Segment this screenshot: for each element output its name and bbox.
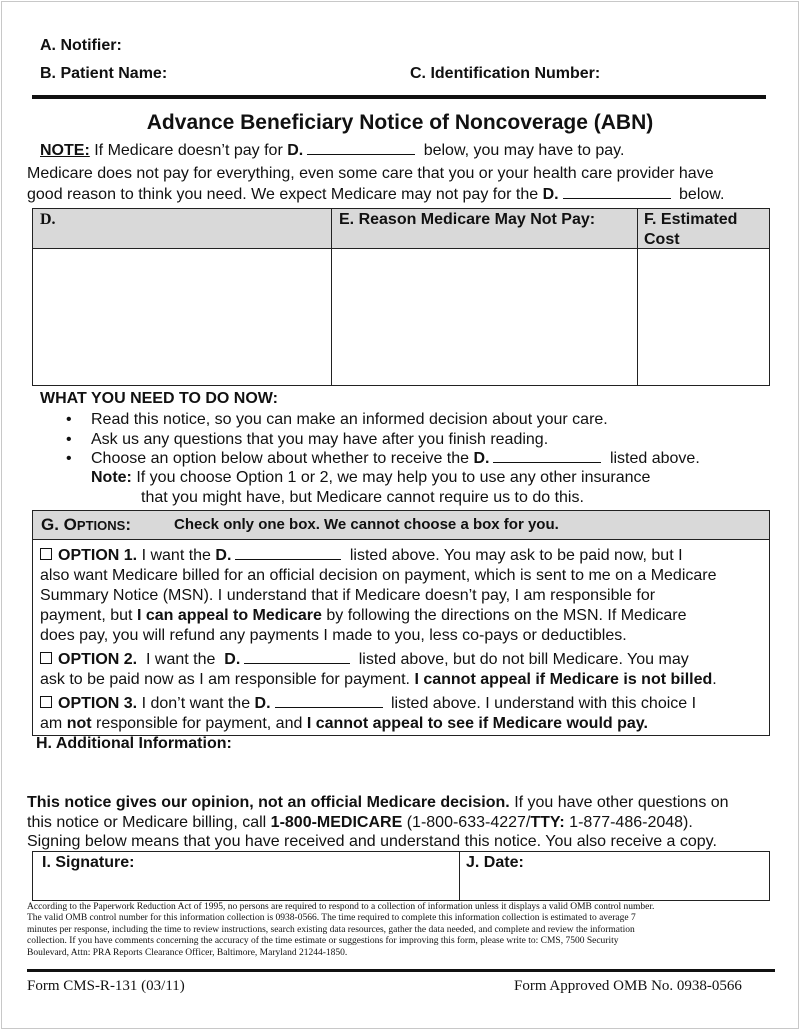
- tty-label: TTY:: [530, 814, 565, 831]
- option-2-d: D.: [224, 651, 241, 668]
- opinion-l2-mid: (1-800-633-4227/: [406, 814, 531, 831]
- cell-reason[interactable]: [333, 249, 636, 384]
- col-header-cost-line1: F. Estimated: [644, 211, 738, 228]
- options-heading-colon: :: [125, 515, 131, 534]
- medicare-phone: 1-800-MEDICARE: [270, 814, 403, 831]
- options-heading-small-caps: PTIONS: [76, 518, 126, 533]
- cell-d-items[interactable]: [34, 249, 330, 384]
- opinion-l2-before: this notice or Medicare billing, call: [27, 814, 267, 831]
- paperwork-notice: [27, 902, 775, 959]
- todo-item-1-text: Read this notice, so you can make an informed decision about your care.: [91, 411, 608, 428]
- option-3-l2-b: responsible for payment, and: [96, 715, 303, 732]
- todo-note-label: Note:: [91, 469, 132, 486]
- intro-line-1: Medicare does not pay for everything, even some care that you or your health care provider have: [27, 165, 714, 182]
- option-1-l4-bold: I can appeal to Medicare: [136, 607, 322, 624]
- intro-line-2-before: good reason to think you need. We expect Medicare may not pay for the: [27, 186, 539, 203]
- opinion-line-2: [27, 814, 693, 832]
- option-3-checkbox[interactable]: [40, 696, 52, 708]
- todo-item-2: [66, 430, 700, 450]
- paperwork-line-5: Boulevard, Attn: PRA Reports Clearance Officer, Baltimore, Maryland 21244-1850.: [27, 947, 348, 958]
- options-instruction: Check only one box. We cannot choose a box for you.: [174, 516, 559, 533]
- todo-heading: WHAT YOU NEED TO DO NOW:: [40, 390, 278, 407]
- option-2-l2-before: ask to be paid now as I am responsible for payment.: [40, 671, 410, 688]
- signature-field[interactable]: [35, 874, 457, 898]
- items-table: [32, 208, 770, 386]
- option-1-line-2: also want Medicare billed for an official decision on payment, which is sent to me on a Medicare: [40, 567, 717, 584]
- option-3-l2-bold: I cannot appeal to see if Medicare would pay.: [306, 715, 648, 732]
- note-line: [40, 142, 624, 160]
- option-3-l2-a: am: [40, 715, 63, 732]
- intro-d-ref: D.: [542, 186, 559, 203]
- option-3-l2-not: not: [66, 715, 92, 732]
- option-1-text-before: I want the: [141, 547, 211, 564]
- signature-divider: [459, 852, 460, 900]
- todo-item-1: [66, 410, 700, 430]
- option-1-line-5: does pay, you will refund any payments I made to you, less co-pays or deductibles.: [40, 627, 627, 644]
- paperwork-line-3: minutes per response, including the time to review instructions, search existing data resources, gather the data needed, and complete and review the information: [27, 924, 635, 935]
- option-1-line-3: Summary Notice (MSN). I understand that if Medicare doesn’t pay, I am responsible for: [40, 587, 656, 604]
- option-1-line-1: [40, 546, 683, 566]
- option-3-d: D.: [254, 695, 271, 712]
- note-d-ref: D.: [287, 142, 304, 159]
- col-header-cost: [644, 210, 737, 250]
- col-header-cost-line2: Cost: [644, 231, 680, 248]
- option-3-d-blank[interactable]: [275, 707, 383, 708]
- option-2-line-1: [40, 650, 689, 670]
- todo-note-line-2: that you might have, but Medicare cannot require us to do this.: [141, 489, 584, 506]
- paperwork-line-4: collection. If you have comments concerning the accuracy of the time estimate or suggestions for improving this form, please write to: CMS, 7500 Security: [27, 936, 619, 947]
- additional-info-label: H. Additional Information:: [36, 735, 232, 752]
- option-1-line-4: [40, 606, 687, 626]
- table-divider-2: [637, 209, 638, 385]
- option-2-d-blank[interactable]: [244, 663, 350, 664]
- col-header-reason: E. Reason Medicare May Not Pay:: [339, 211, 596, 228]
- note-label: NOTE:: [40, 142, 90, 159]
- option-1-d: D.: [215, 547, 232, 564]
- intro-d-blank[interactable]: [563, 198, 671, 199]
- option-3-text-after: listed above. I understand with this choice I: [391, 695, 697, 712]
- option-1-label: OPTION 1.: [58, 547, 138, 564]
- options-heading-g: G. O: [41, 515, 77, 534]
- opinion-line-1: [27, 794, 729, 812]
- col-header-d: D.: [40, 211, 56, 228]
- option-1-d-blank[interactable]: [235, 559, 341, 560]
- option-3-label: OPTION 3.: [58, 695, 138, 712]
- todo-list: [66, 410, 700, 469]
- todo-item-3-before: Choose an option below about whether to receive the: [91, 450, 470, 467]
- paperwork-line-1: According to the Paperwork Reduction Act of 1995, no persons are required to respond to a collection of information unless it displays a valid OMB control number.: [27, 902, 655, 912]
- date-field[interactable]: [463, 874, 767, 898]
- option-1-checkbox[interactable]: [40, 548, 52, 560]
- option-2-label: OPTION 2.: [58, 651, 138, 668]
- signature-box: [32, 851, 770, 901]
- options-header: [33, 511, 769, 540]
- option-2-line-2: [40, 670, 717, 690]
- todo-note-text-1: If you choose Option 1 or 2, we may help you to use any other insurance: [136, 469, 651, 486]
- option-2-l2-bold: I cannot appeal if Medicare is not billed: [414, 671, 713, 688]
- patient-name-label: B. Patient Name:: [40, 65, 168, 82]
- footer-divider: [27, 969, 775, 972]
- omb-number: Form Approved OMB No. 0938-0566: [514, 978, 742, 994]
- todo-item-3: [66, 449, 700, 469]
- signature-label: I. Signature:: [42, 854, 135, 871]
- opinion-line-3: Signing below means that you have received and understand this notice. You also receive a copy.: [27, 833, 717, 850]
- option-3-text-before: I don’t want the: [141, 695, 251, 712]
- intro-line-2: [27, 186, 724, 204]
- note-text-after: below, you may have to pay.: [423, 142, 625, 159]
- note-d-blank[interactable]: [307, 154, 415, 155]
- table-divider-1: [331, 209, 332, 385]
- opinion-l2-after: 1-877-486-2048).: [569, 814, 693, 831]
- todo-item-2-text: Ask us any questions that you may have after you finish reading.: [91, 430, 549, 448]
- todo-note-line-1: [91, 469, 650, 487]
- option-2-checkbox[interactable]: [40, 652, 52, 664]
- opinion-bold: This notice gives our opinion, not an official Medicare decision.: [27, 794, 510, 811]
- option-1-text-after: listed above. You may ask to be paid now, but I: [349, 547, 683, 564]
- opinion-l1-after: If you have other questions on: [514, 794, 729, 811]
- todo-item-3-d: D.: [473, 450, 490, 467]
- date-label: J. Date:: [466, 854, 524, 871]
- header-divider: [32, 95, 766, 99]
- todo-item-3-after: listed above.: [609, 450, 700, 467]
- option-3-line-1: [40, 694, 696, 714]
- intro-line-2-after: below.: [679, 186, 725, 203]
- notifier-label: A. Notifier:: [40, 37, 122, 54]
- additional-info-area[interactable]: [36, 756, 768, 792]
- option-1-l4-after: by following the directions on the MSN. If Medicare: [326, 607, 687, 624]
- identification-number-label: C. Identification Number:: [410, 65, 601, 82]
- option-2-l2-after: .: [712, 671, 717, 688]
- note-text-before: If Medicare doesn’t pay for: [94, 142, 283, 159]
- paperwork-line-2: The valid OMB control number for this information collection is 0938-0566. The time required to complete this information collection is estimated to average 7: [27, 913, 636, 924]
- option-3-line-2: [40, 714, 648, 734]
- page-title: Advance Beneficiary Notice of Noncoverage (ABN): [146, 111, 654, 134]
- options-heading: [41, 515, 131, 535]
- option-2-text-before: I want the: [146, 651, 216, 668]
- cell-cost[interactable]: [639, 249, 768, 384]
- todo-d-blank[interactable]: [493, 462, 601, 463]
- option-1-l4-before: payment, but: [40, 607, 133, 624]
- option-2-text-after: listed above, but do not bill Medicare. You may: [358, 651, 689, 668]
- form-id: Form CMS-R-131 (03/11): [27, 978, 185, 994]
